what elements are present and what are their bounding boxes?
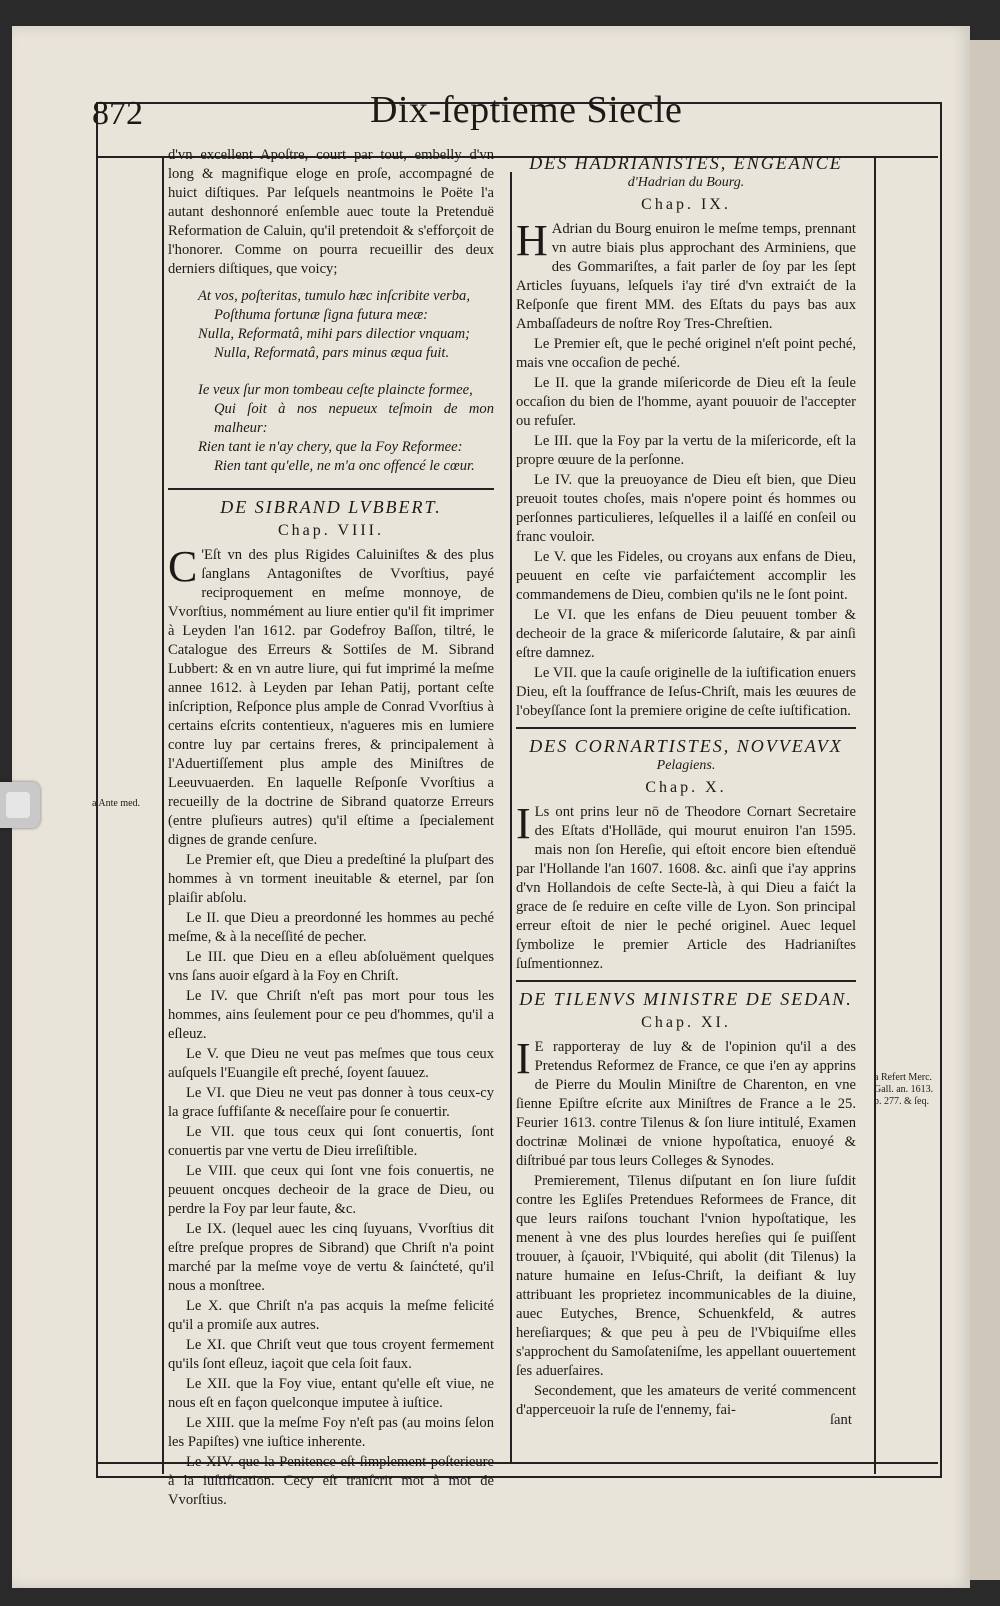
- paragraph: Le V. que les Fideles, ou croyans aux enfans de Dieu, peuuent en ceſte vie parfaićtement accomplir les commandemens de Dieu, combien qu'ils ne le ſont point.: [516, 549, 856, 603]
- verse-line: Poſthuma fortunæ ſigna futura meæ:: [214, 307, 429, 323]
- paragraph: Premierement, Tilenus diſputant en ſon liure ſuſdit contre les Egliſes Pretendues Reformees de France, dit que leurs raiſons touchant l'vnion hypoſtatique, les menent à vne des plus lourdes hereſies qui ſe puiſſent trouuer, à ſçauoir, l'Vbiquité, qui abolit (dit Tilenus) la nature humaine en Ieſus-Chriſt, la deifiant & luy attribuant les proprietez incommunicables de la diuine, auec Eutyches, Brence, Schuenkfeld, & autres hereſiarques; & que peu à peu de l'Vbiquiſme elles s'approchent du Samoſateniſme, les appellant ouuertement ſes aduerſaires.: [516, 1173, 856, 1379]
- latin-verse: [198, 287, 494, 363]
- section-rule: [168, 488, 494, 490]
- intro-paragraph: d'vn excellent Apoſtre, court par tout, embelly d'vn long & magnifique eloge en proſe, accompagné de huict diſtiques. Par leſquels neantmoins le Poëte l'a autant deshonnoré enſemble auec toute la Pretenduë Reformation de Caluin, qu'il pretendoit & s'efforçoit de l'honorer. Comme on pourra recueillir des deux derniers diſtiques, que voicy;: [168, 147, 494, 277]
- page-number: 872: [92, 95, 143, 132]
- paragraph: Le VI. que Dieu ne veut pas donner à tous ceux-cy la grace ſuffiſante & neceſſaire pour ſe conuertir.: [168, 1085, 494, 1120]
- paragraph: Le VI. que les enfans de Dieu peuuent tomber & decheoir de la grace & miſericorde ſalutaire, & par ainſi eſtre damnez.: [516, 607, 856, 661]
- chapter-heading: Chap. IX.: [641, 196, 731, 213]
- column-divider: [510, 172, 512, 1464]
- verse-line: Rien tant qu'elle, ne m'a onc offencé le cœur.: [214, 458, 475, 474]
- verse-line: Rien tant ie n'ay chery, que la Foy Reformee:: [198, 439, 463, 455]
- paragraph: Le III. que la Foy par la vertu de la miſericorde, eſt la propre œuure de la perſonne.: [516, 433, 856, 468]
- paragraph: Le II. que Dieu a preordonné les hommes au peché meſme, & à la neceſſité de pecher.: [168, 910, 494, 945]
- section-title: DES CORNARTISTES, NOVVEAVX: [529, 736, 843, 756]
- catchword: ſant: [830, 1412, 852, 1428]
- verse-line: Qui ſoit à nos nepueux teſmoin de mon malheur:: [214, 401, 494, 436]
- paragraph: Le II. que la grande miſericorde de Dieu eſt la ſeule occaſion du bien de l'homme, ayant pouuoir de l'accepter ou refuſer.: [516, 375, 856, 429]
- facing-page-edge: [970, 40, 1000, 1580]
- left-margin-rule: [162, 156, 164, 1474]
- paragraph: Le IV. que Chriſt n'eſt pas mort pour tous les hommes, ains ſeulement pour ce peu d'hommes, qu'il a eſleuz.: [168, 988, 494, 1042]
- section-subtitle: d'Hadrian du Bourg.: [627, 175, 745, 190]
- section-title: DE TILENVS MINISTRE DE SEDAN.: [519, 989, 853, 1009]
- paragraph: E rapporteray de luy & de l'opinion qu'il a des Pretendus Reformez de France, ce que i'en ay apprins de Pierre du Moulin Miniſtre de Charenton, en vne ſienne Epiſtre eſcrite aux Miniſtres de France a le 25. Feurier 1613. contre Tilenus & ſon liure intitulé, Examen doctrinæ Molinæi de vnione hypoſtatica, enuoyé & diſtribué par tous leurs Colleges & Synodes.: [516, 1039, 856, 1169]
- paragraph: Le III. que Dieu en a eſleu abſoluëment quelques vns ſans auoir eſgard à la Foy en Chriſt.: [168, 949, 494, 984]
- paragraph: Le Premier eſt, que le peché originel n'eſt point peché, mais vne occaſion de peché.: [516, 336, 856, 371]
- paragraph: Le VII. que tous ceux qui ſont conuertis, ſont conuertis par vne vertu de Dieu irreſiſtible.: [168, 1124, 494, 1159]
- drop-capital: I: [516, 799, 531, 848]
- paragraph: Le VII. que la cauſe originelle de la iuſtification enuers Dieu, eſt la ſouffrance de Ieſus-Chriſt, mais les œuures de l'obeyſſance ſont la premiere origine de ceſte iuſtification.: [516, 665, 856, 719]
- paragraph: Le XIV. que la Penitence eſt ſimplement poſterieure à la iuſtification. Cecy eſt tranſcrit mot à mot de Vvorſtius.: [168, 1454, 494, 1508]
- section-title: DE SIBRAND LVBBERT.: [220, 497, 442, 517]
- verse-line: Nulla, Reformatâ, mihi pars dilectior vnquam;: [198, 326, 470, 342]
- paragraph: Le VIII. que ceux qui ſont vne fois conuertis, ne peuuent oncques decheoir de la grace de Dieu, ou perdre la Foy par leur faute, &c.: [168, 1163, 494, 1217]
- paragraph: Le XII. que la Foy viue, entant qu'elle eſt viue, ne nous eſt en façon quelconque imputee à iuſtice.: [168, 1376, 494, 1411]
- paragraph: Ls ont prins leur nō de Theodore Cornart Secretaire des Eſtats d'Hollāde, qui mourut enuiron l'an 1595. mais non ſon Hereſie, qui eſtoit encore bien eſtenduë par l'Hollande l'an 1607. 1608. &c. ainſi que i'ay apprins d'vn Hollandois de ceſte Secte-là, à qui Dieu a faićt la grace de ſe reduire en ceſte ville de Lyon. Son principal erreur eſtoit de nier le peché originel. Auec lequel ſymbolize le premier Article des Hadrianiſtes ſuſmentionnez.: [516, 804, 856, 972]
- drop-capital: C: [168, 542, 198, 591]
- verse-line: Nulla, Reformatâ, pars minus æqua fuit.: [214, 345, 450, 361]
- paragraph: Le IV. que la preuoyance de Dieu eſt bien, que Dieu preuoit toutes choſes, mais n'opere point és hommes ou perſonnes particulieres, leſquelles il a laiſſé en conſeil ou franc vouloir.: [516, 472, 856, 545]
- margin-note-right: a Refert Merc. Gall. an. 1613. p. 277. & ſeq.: [874, 1072, 934, 1107]
- section-rule: [516, 727, 856, 729]
- paragraph: Le XIII. que la meſme Foy n'eſt pas (au moins ſelon les Papiſtes) vne iuſtice inherente.: [168, 1415, 494, 1450]
- chapter-heading: Chap. VIII.: [277, 522, 385, 539]
- paragraph: Adrian du Bourg enuiron le meſme temps, prennant vn autre biais plus approchant des Arminiens, que des Gommariſtes, a fait parler de ſoy par les ſept Articles ſuyuans, leſquels i'ay tiré d'vn extraićt de la Reſponſe que firent MM. des Eſtats du pays bas aux Ambaſſadeurs de noſtre Roy Tres-Chreſtien.: [516, 221, 856, 332]
- section-title: DES HADRIANISTES, ENGEANCE: [529, 153, 843, 173]
- chapter-heading: Chap. XI.: [641, 1014, 731, 1031]
- left-column: [168, 146, 494, 1511]
- right-column: [516, 152, 856, 1421]
- paragraph: Le V. que Dieu ne veut pas meſmes que tous ceux auſquels l'Euangile eſt preché, ſoyent ſauuez.: [168, 1046, 494, 1081]
- paragraph: Secondement, que les amateurs de verité commencent d'apperceuoir la ruſe de l'ennemy, fai-: [516, 1383, 856, 1418]
- drop-capital: I: [516, 1034, 531, 1083]
- margin-note-left: a Ante med.: [92, 798, 141, 809]
- paragraph: Le XI. que Chriſt veut que tous croyent fermement qu'ils ſont eſleuz, iaçoit que cela ſoit faux.: [168, 1337, 494, 1372]
- section-subtitle: Pelagiens.: [656, 758, 716, 773]
- verse-line: At vos, poſteritas, tumulo hæc inſcribite verba,: [198, 288, 470, 304]
- section-rule: [516, 980, 856, 982]
- paragraph: Le Premier eſt, que Dieu a predeſtiné la pluſpart des hommes à vn torment ineuitable & eternel, par ſon plaiſir abſolu.: [168, 852, 494, 906]
- drop-capital: H: [516, 216, 548, 265]
- right-margin-rule: [874, 156, 876, 1474]
- chapter-heading: Chap. X.: [645, 779, 727, 796]
- french-verse: [198, 381, 494, 476]
- verse-line: Ie veux ſur mon tombeau ceſte plaincte formee,: [198, 382, 473, 398]
- paragraph: Le IX. (lequel auec les cinq ſuyuans, Vvorſtius dit eſtre preſque propres de Sibrand) que Chriſt n'a point marché par la meſme voye de vertu & ſainćteté, qu'il nous a monſtree.: [168, 1221, 494, 1294]
- paragraph: Le X. que Chriſt n'a pas acquis la meſme felicité qu'il a promiſe aux autres.: [168, 1298, 494, 1333]
- running-title: Dix-ſeptieme Siecle: [370, 89, 683, 131]
- paragraph: 'Eſt vn des plus Rigides Caluiniſtes & des plus ſanglans Antagoniſtes de Vvorſtius, payé reciproquement en meſme monnoye, de Vvorſtius, nommément au liure entier qu'il fit imprimer à Leyden l'an 1612. par Godefroy Baſſon, tiltré, le Catalogue des Erreurs & Sottiſes de M. Sibrand Lubbert: & en vn autre liure, qui fut imprimé la meſme annee 1612. à Leyden par Iehan Patij, portant ceſte inſcription, Reſponce plus ample de Conrad Vvorſtius à certains eſcrits contentieux, n'agueres mis en lumiere contre luy par certains freres, & principalement à l'Aduertiſſement plus ample des Miniſtres de Leeuvuaerden. En laquelle Reſponſe Vvorſtius a recueilly de la doctrine de Sibrand quatorze Erreurs (entre pluſieurs autres) qu'il eſtime a ſpecialement dignes de grande cenſure.: [168, 547, 494, 848]
- binder-clip: [0, 782, 40, 828]
